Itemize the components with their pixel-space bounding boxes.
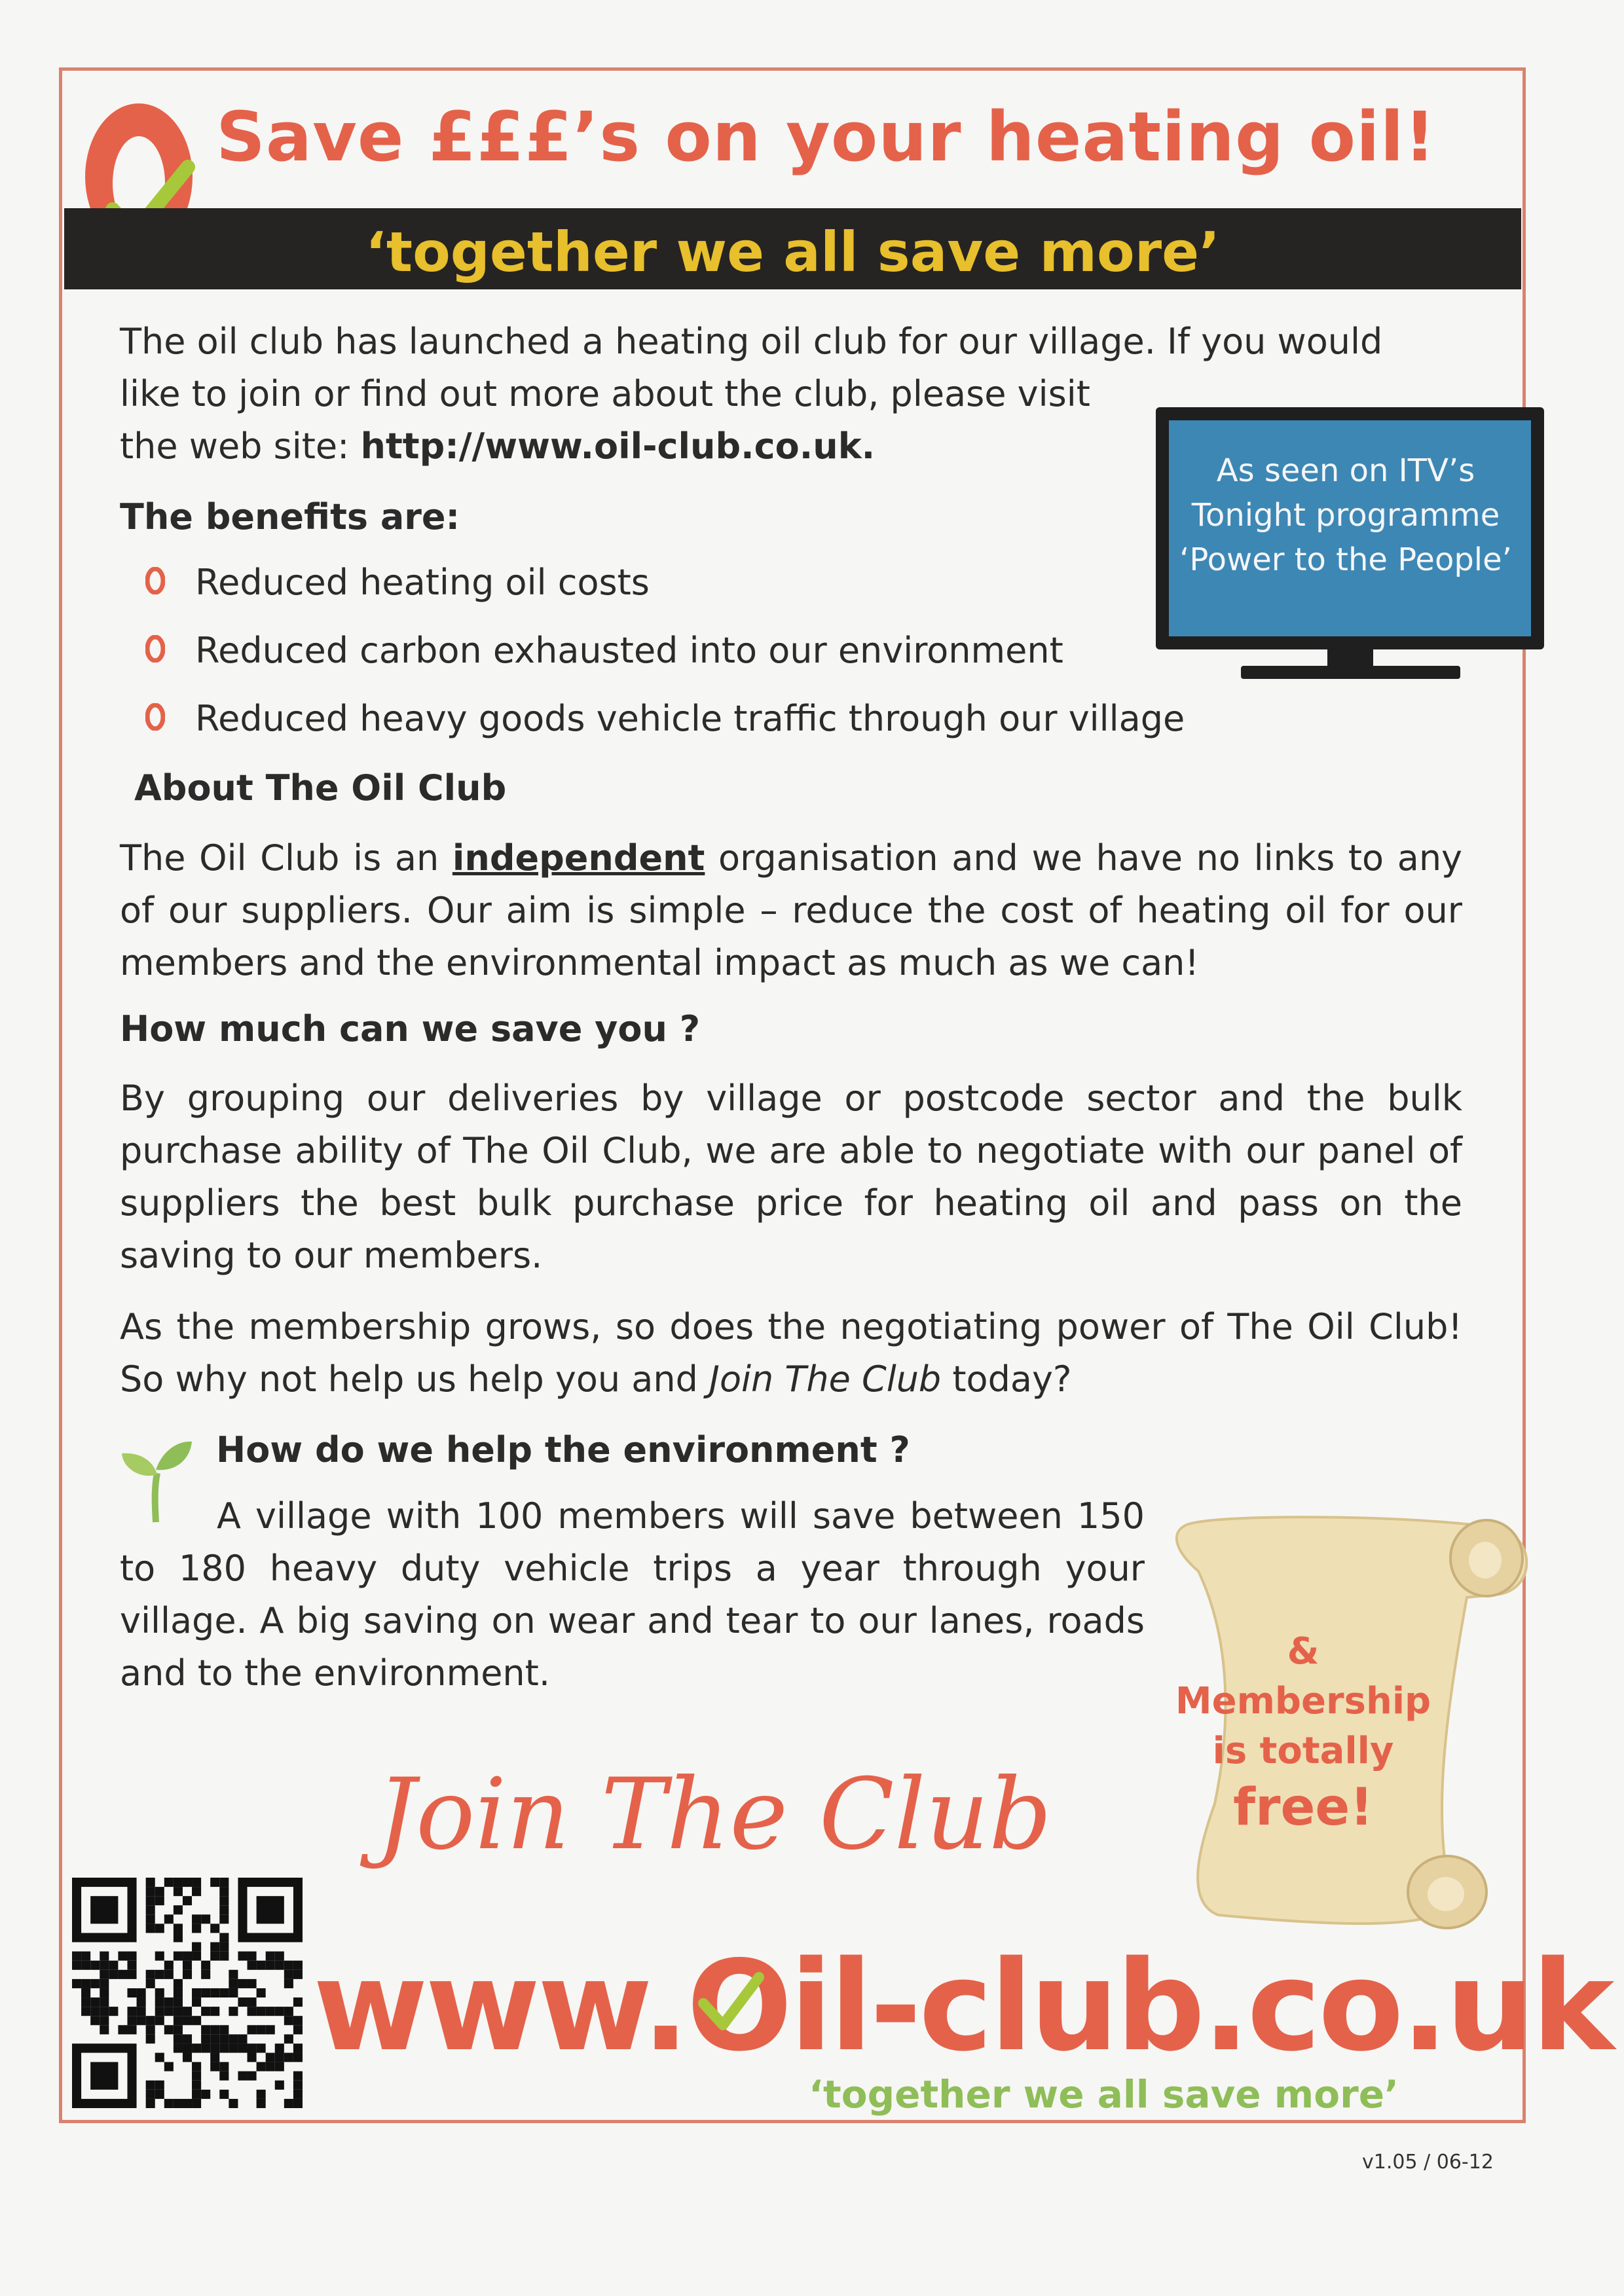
url-rest: il-club.co.uk <box>790 1934 1612 2079</box>
savings-text-end: today? <box>941 1358 1072 1400</box>
savings-paragraph-2 <box>120 1301 1462 1406</box>
benefit-item: Reduced carbon exhausted into our environment <box>195 630 1063 671</box>
scroll-free: free! <box>1233 1778 1373 1837</box>
environment-heading: How do we help the environment ? <box>216 1429 910 1470</box>
url-logo-o: O <box>686 1934 790 2079</box>
intro-line1: The oil club has launched a heating oil club for our village. If you would <box>120 321 1383 362</box>
oil-drop-bullet-icon <box>145 703 165 731</box>
benefit-item: Reduced heavy goods vehicle traffic through our village <box>195 698 1185 739</box>
intro-line2: like to join or find out more about the club, please visit <box>120 373 1090 414</box>
about-emphasis: independent <box>452 837 705 879</box>
footer-tagline: ‘together we all save more’ <box>809 2072 1399 2117</box>
savings-paragraph-1: By grouping our deliveries by village or postcode sector and the bulk purchase ability of The Oil Club, we are able to negotiate with our panel of suppliers the best bulk purchase price for heating oil and pass on the saving to our members. <box>120 1078 1462 1276</box>
intro-line3: the web site: http://www.oil-club.co.uk. <box>120 426 876 467</box>
scroll-membership: Membership <box>1175 1680 1431 1722</box>
join-the-club-italic: Join The Club <box>709 1358 942 1400</box>
tv-line1: As seen on ITV’s <box>1216 452 1475 489</box>
environment-paragraph: A village with 100 members will save between 150 to 180 heavy duty vehicle trips a year through your village. A big saving on wear and tear to our lanes, roads and to the environment. <box>120 1495 1145 1694</box>
tagline: ‘together we all save more’ <box>365 220 1220 284</box>
check-icon <box>693 1967 766 2039</box>
about-text-start: The Oil Club is an <box>120 837 452 879</box>
savings-text-start: As the membership grows, so does the negotiating power of The Oil Club! So why not help us help you and <box>120 1306 1462 1400</box>
savings-heading: How much can we save you ? <box>120 1008 701 1049</box>
about-heading: About The Oil Club <box>134 767 507 809</box>
tv-line3: ‘Power to the People’ <box>1179 541 1512 578</box>
scroll-text <box>1172 1627 1434 1839</box>
benefits-heading: The benefits are: <box>120 496 460 538</box>
oil-drop-bullet-icon <box>145 567 165 594</box>
website-link[interactable]: http://www.oil-club.co.uk. <box>360 426 876 467</box>
url-prefix: www. <box>313 1934 687 2079</box>
qr-code <box>72 1878 303 2108</box>
about-paragraph <box>120 832 1462 989</box>
tagline-bar <box>64 208 1521 289</box>
website-url[interactable] <box>313 1934 1612 2079</box>
about-text-end: organisation and we have no links to any of our suppliers. Our aim is simple – reduce the cost of heating oil for our members and the environmental impact as much as we can! <box>120 837 1462 983</box>
join-the-club: Join The Club <box>377 1758 1052 1872</box>
oil-drop-bullet-icon <box>145 635 165 663</box>
tv-badge-text <box>1162 448 1529 582</box>
benefit-item: Reduced heating oil costs <box>195 562 650 603</box>
version-label: v1.05 / 06-12 <box>1362 2151 1494 2174</box>
intro-paragraph <box>120 316 1456 368</box>
scroll-totally: is totally <box>1212 1730 1394 1772</box>
tv-line2: Tonight programme <box>1191 497 1500 534</box>
headline: Save £££’s on your heating oil! <box>216 97 1436 177</box>
scroll-ampersand: & <box>1287 1630 1320 1673</box>
